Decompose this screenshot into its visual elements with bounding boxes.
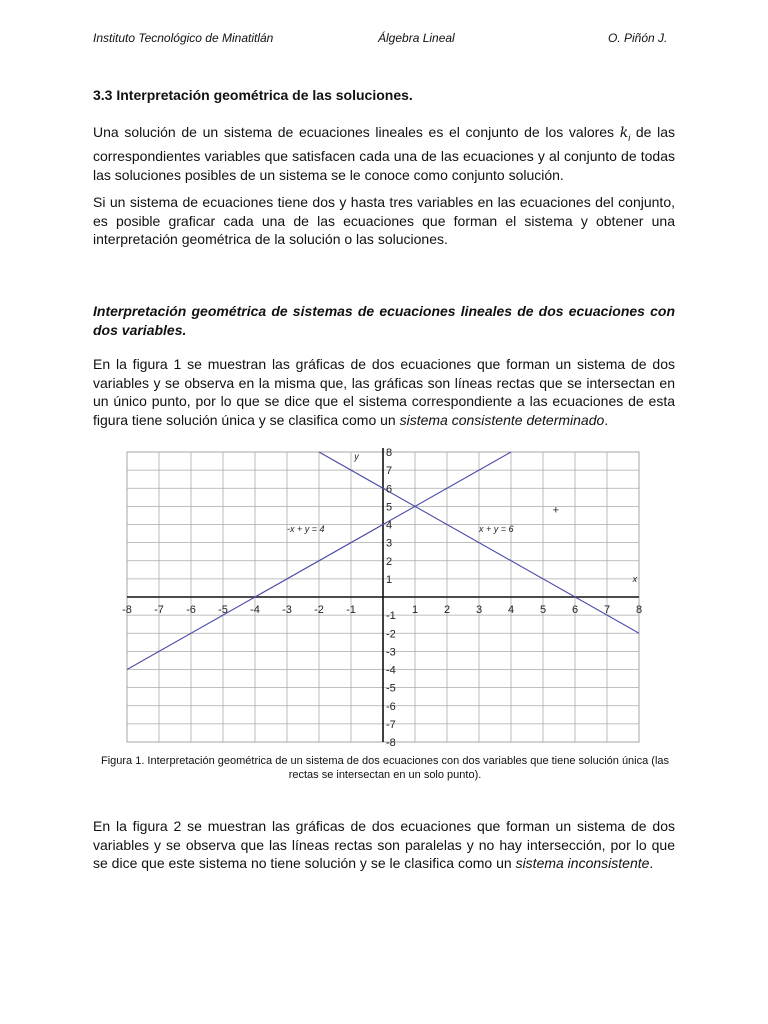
paragraph-figure2 bbox=[93, 817, 675, 873]
x-tick-label: -8 bbox=[122, 604, 132, 616]
y-tick-label: -6 bbox=[386, 700, 396, 713]
header-course: Álgebra Lineal bbox=[378, 31, 455, 45]
x-tick-label: -2 bbox=[314, 604, 324, 616]
para3-text-b: . bbox=[604, 411, 609, 428]
x-tick-label: -6 bbox=[186, 604, 196, 616]
x-tick-label: 6 bbox=[571, 604, 579, 616]
x-axis-label: x bbox=[632, 573, 638, 584]
figure-1-chart bbox=[118, 446, 658, 746]
para3-emphasis: sistema consistente determinado bbox=[399, 411, 605, 428]
x-tick-label: 3 bbox=[475, 604, 483, 616]
x-tick-label: -1 bbox=[346, 604, 356, 616]
paragraph-figure1 bbox=[93, 355, 675, 429]
y-tick-label: 7 bbox=[386, 465, 393, 478]
para4-text-a: En la figura 2 se muestran las gráficas de dos ecuaciones que forman un sistema de dos variables y se observa que las líneas rectas son paralelas y no hay intersección, por lo que se dice que este sistema no tiene solución y se le clasifica como un bbox=[93, 818, 675, 871]
series-label-1: -x + y = 4 bbox=[287, 523, 325, 534]
y-tick-label: -5 bbox=[386, 682, 396, 695]
paragraph-solution-definition bbox=[93, 123, 675, 184]
header-author: O. Piñón J. bbox=[608, 31, 668, 45]
x-tick-label: 4 bbox=[507, 604, 515, 616]
figure-caption: Figura 1. Interpretación geométrica de un sistema de dos ecuaciones con dos variables que tiene solución única (las rectas se intersectan en un solo punto). bbox=[100, 755, 670, 781]
x-tick-label: 2 bbox=[443, 604, 451, 616]
x-tick-label: 1 bbox=[411, 604, 419, 616]
x-tick-label: 7 bbox=[603, 604, 611, 616]
para1-text-a: Una solución de un sistema de ecuaciones lineales es el conjunto de los valores bbox=[93, 124, 620, 140]
header-institution: Instituto Tecnológico de Minatitlán bbox=[93, 31, 274, 45]
y-tick-label: -8 bbox=[386, 737, 396, 746]
x-tick-label: -7 bbox=[154, 604, 164, 616]
y-tick-label: -4 bbox=[386, 664, 396, 677]
y-tick-label: 3 bbox=[386, 537, 393, 550]
plus-annotation: + bbox=[552, 504, 560, 517]
y-tick-label: 6 bbox=[386, 483, 393, 496]
section-title: 3.3 Interpretación geométrica de las soluciones. bbox=[93, 87, 413, 103]
y-tick-label: 8 bbox=[386, 447, 393, 459]
x-tick-label: -3 bbox=[282, 604, 292, 616]
x-tick-label: -5 bbox=[218, 604, 228, 616]
paragraph-graphing: Si un sistema de ecuaciones tiene dos y hasta tres variables en las ecuaciones del conjunto, es posible graficar cada una de las ecuaciones que forman el sistema y obtener una interpretación geométrica de la solución o las soluciones. bbox=[93, 194, 675, 247]
k-subscript: i bbox=[628, 132, 631, 143]
y-tick-label: -2 bbox=[386, 628, 396, 641]
y-tick-label: 2 bbox=[386, 555, 393, 568]
y-tick-label: -1 bbox=[386, 610, 396, 623]
para3-text-a: En la figura 1 se muestran las gráficas de dos ecuaciones que forman un sistema de dos variables y se observa en la misma que, las gráficas son líneas rectas que se intersectan en un único punto, por lo que se dice que el sistema correspondiente a las ecuaciones de esta figura tiene solución única y se clasifica como un bbox=[93, 356, 675, 428]
para4-text-b: . bbox=[649, 855, 654, 871]
series-label-2: x + y = 6 bbox=[479, 523, 514, 534]
y-tick-label: 1 bbox=[386, 573, 393, 586]
k-variable: k bbox=[619, 125, 629, 141]
y-tick-label: 5 bbox=[386, 501, 393, 514]
para1-text-b: de las correspondientes variables que satisfacen cada una de las ecuaciones y al conjunto de todas las soluciones posibles de un sistema se le conoce como conjunto solución. bbox=[93, 124, 675, 183]
x-tick-label: 5 bbox=[539, 604, 547, 616]
x-tick-label: -4 bbox=[250, 604, 260, 616]
y-tick-label: 4 bbox=[386, 519, 393, 532]
y-tick-label: -7 bbox=[386, 718, 396, 731]
subsection-title: Interpretación geométrica de sistemas de ecuaciones lineales de dos ecuaciones con dos variables. bbox=[93, 303, 675, 338]
y-axis-label: y bbox=[354, 451, 359, 462]
x-tick-label: 8 bbox=[635, 604, 643, 616]
para4-emphasis: sistema inconsistente bbox=[515, 855, 650, 871]
y-tick-label: -3 bbox=[386, 646, 396, 659]
